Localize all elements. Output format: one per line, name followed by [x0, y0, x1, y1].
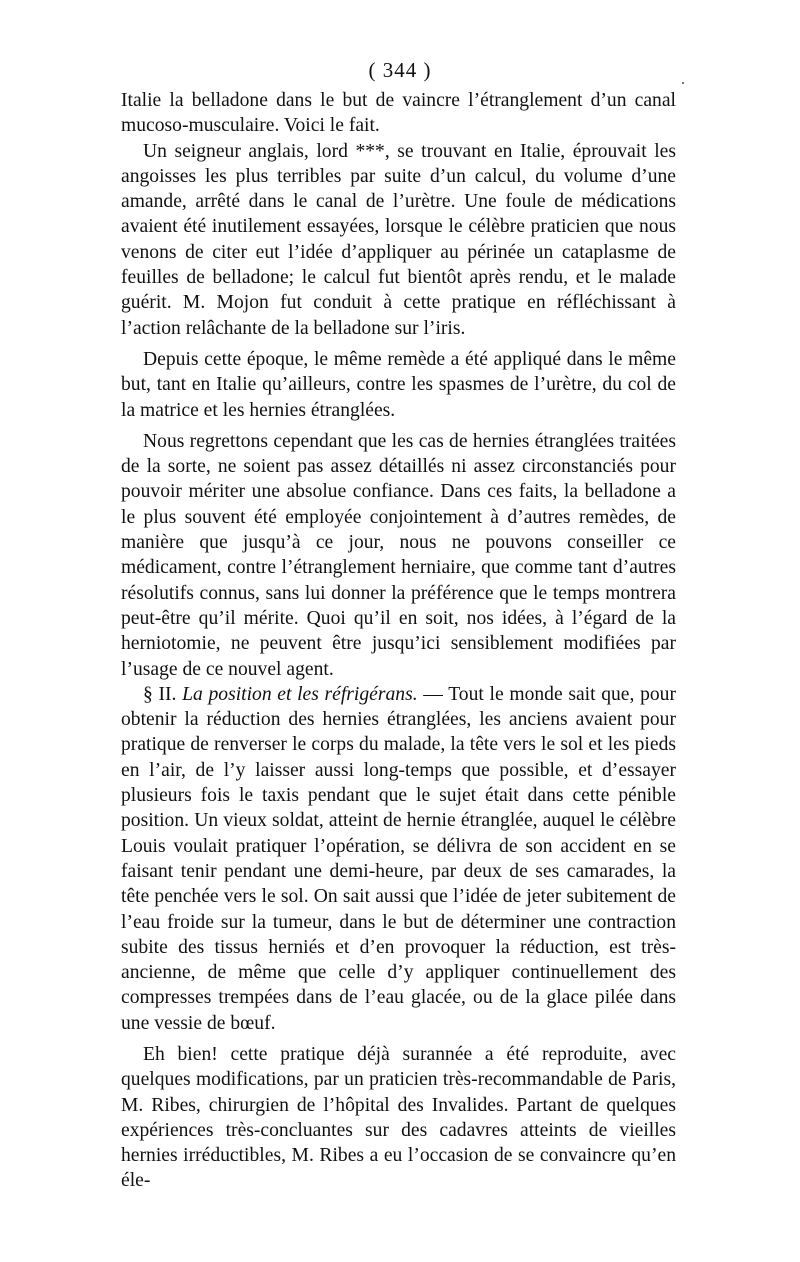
- paragraph-4: Nous regrettons cependant que les cas de hernies étranglées traitées de la sorte, ne soient pas assez détaillés ni assez circonstanciés pour pouvoir mériter une absolue confiance. Dans ces faits, la belladone a le plus souvent été employée conjointement à d’autres remèdes, de manière que jusqu’à ce jour, nous ne pouvons conseiller ce médicament, contre l’étranglement herniaire, que comme tant d’autres résolutifs connus, sans lui donner la préférence que le temps montrera peut-être qu’il mérite. Quoi qu’il en soit, nos idées, à l’égard de la herniotomie, ne peuvent être jusqu’ici sensiblement modifiées par l’usage de ce nouvel agent.: [121, 430, 676, 680]
- page-number: ( 344 ): [368, 58, 432, 82]
- body-text: [121, 88, 676, 1194]
- print-speck: [682, 82, 684, 84]
- paragraph-2: Un seigneur anglais, lord ***, se trouvant en Italie, éprouvait les angoisses les plus terribles par suite d’un calcul, du volume d’une amande, arrêté dans le canal de l’urètre. Une foule de médications avaient été inutilement essayées, lorsque le célèbre praticien que nous venons de citer eut l’idée d’appliquer au périnée un cataplasme de feuilles de belladone; le calcul fut bientôt après rendu, et le malade guérit. M. Mojon fut conduit à cette pratique en réfléchissant à l’action relâchante de la belladone sur l’iris.: [121, 140, 676, 339]
- paragraph-3: Depuis cette époque, le même remède a été appliqué dans le même but, tant en Italie qu’ailleurs, contre les spasmes de l’urètre, du col de la matrice et les hernies étranglées.: [121, 348, 676, 421]
- section-number: § II.: [143, 683, 177, 705]
- section-heading: La position et les réfrigérans.: [182, 683, 418, 705]
- paragraph-5: [121, 682, 676, 1036]
- paragraph-6: Eh bien! cette pratique déjà surannée a été reproduite, avec quelques modifications, par un praticien très-recommandable de Paris, M. Ribes, chirurgien de l’hôpital des Invalides. Partant de quelques expériences très-concluantes sur des cadavres atteints de vieilles hernies irréductibles, M. Ribes a eu l’occasion de se convaincre qu’en éle-: [121, 1043, 676, 1192]
- paragraph-1: Italie la belladone dans le but de vaincre l’étranglement d’un canal mucoso-musculaire. Voici le fait.: [121, 90, 676, 137]
- section-text: — Tout le monde sait que, pour obtenir la réduction des hernies étranglées, les anciens avaient pour pratique de renverser le corps du malade, la tête vers le sol et les pieds en l’air, de l’y laisser aussi long-temps que possible, et d’essayer plusieurs fois le taxis pendant que le sujet était dans cette pénible position. Un vieux soldat, atteint de hernie étranglée, auquel le célèbre Louis voulait pratiquer l’opération, se délivra de son accident en se faisant tenir pendant une demi-heure, par deux de ses camarades, la tête penchée vers le sol. On sait aussi que l’idée de jeter subitement de l’eau froide sur la tumeur, dans le but de déterminer une contraction subite des tissus herniés et d’en provoquer la réduction, est très-ancienne, de même que celle d’y appliquer continuellement des compresses trempées dans de l’eau glacée, ou de la glace pilée dans une vessie de bœuf.: [121, 683, 676, 1034]
